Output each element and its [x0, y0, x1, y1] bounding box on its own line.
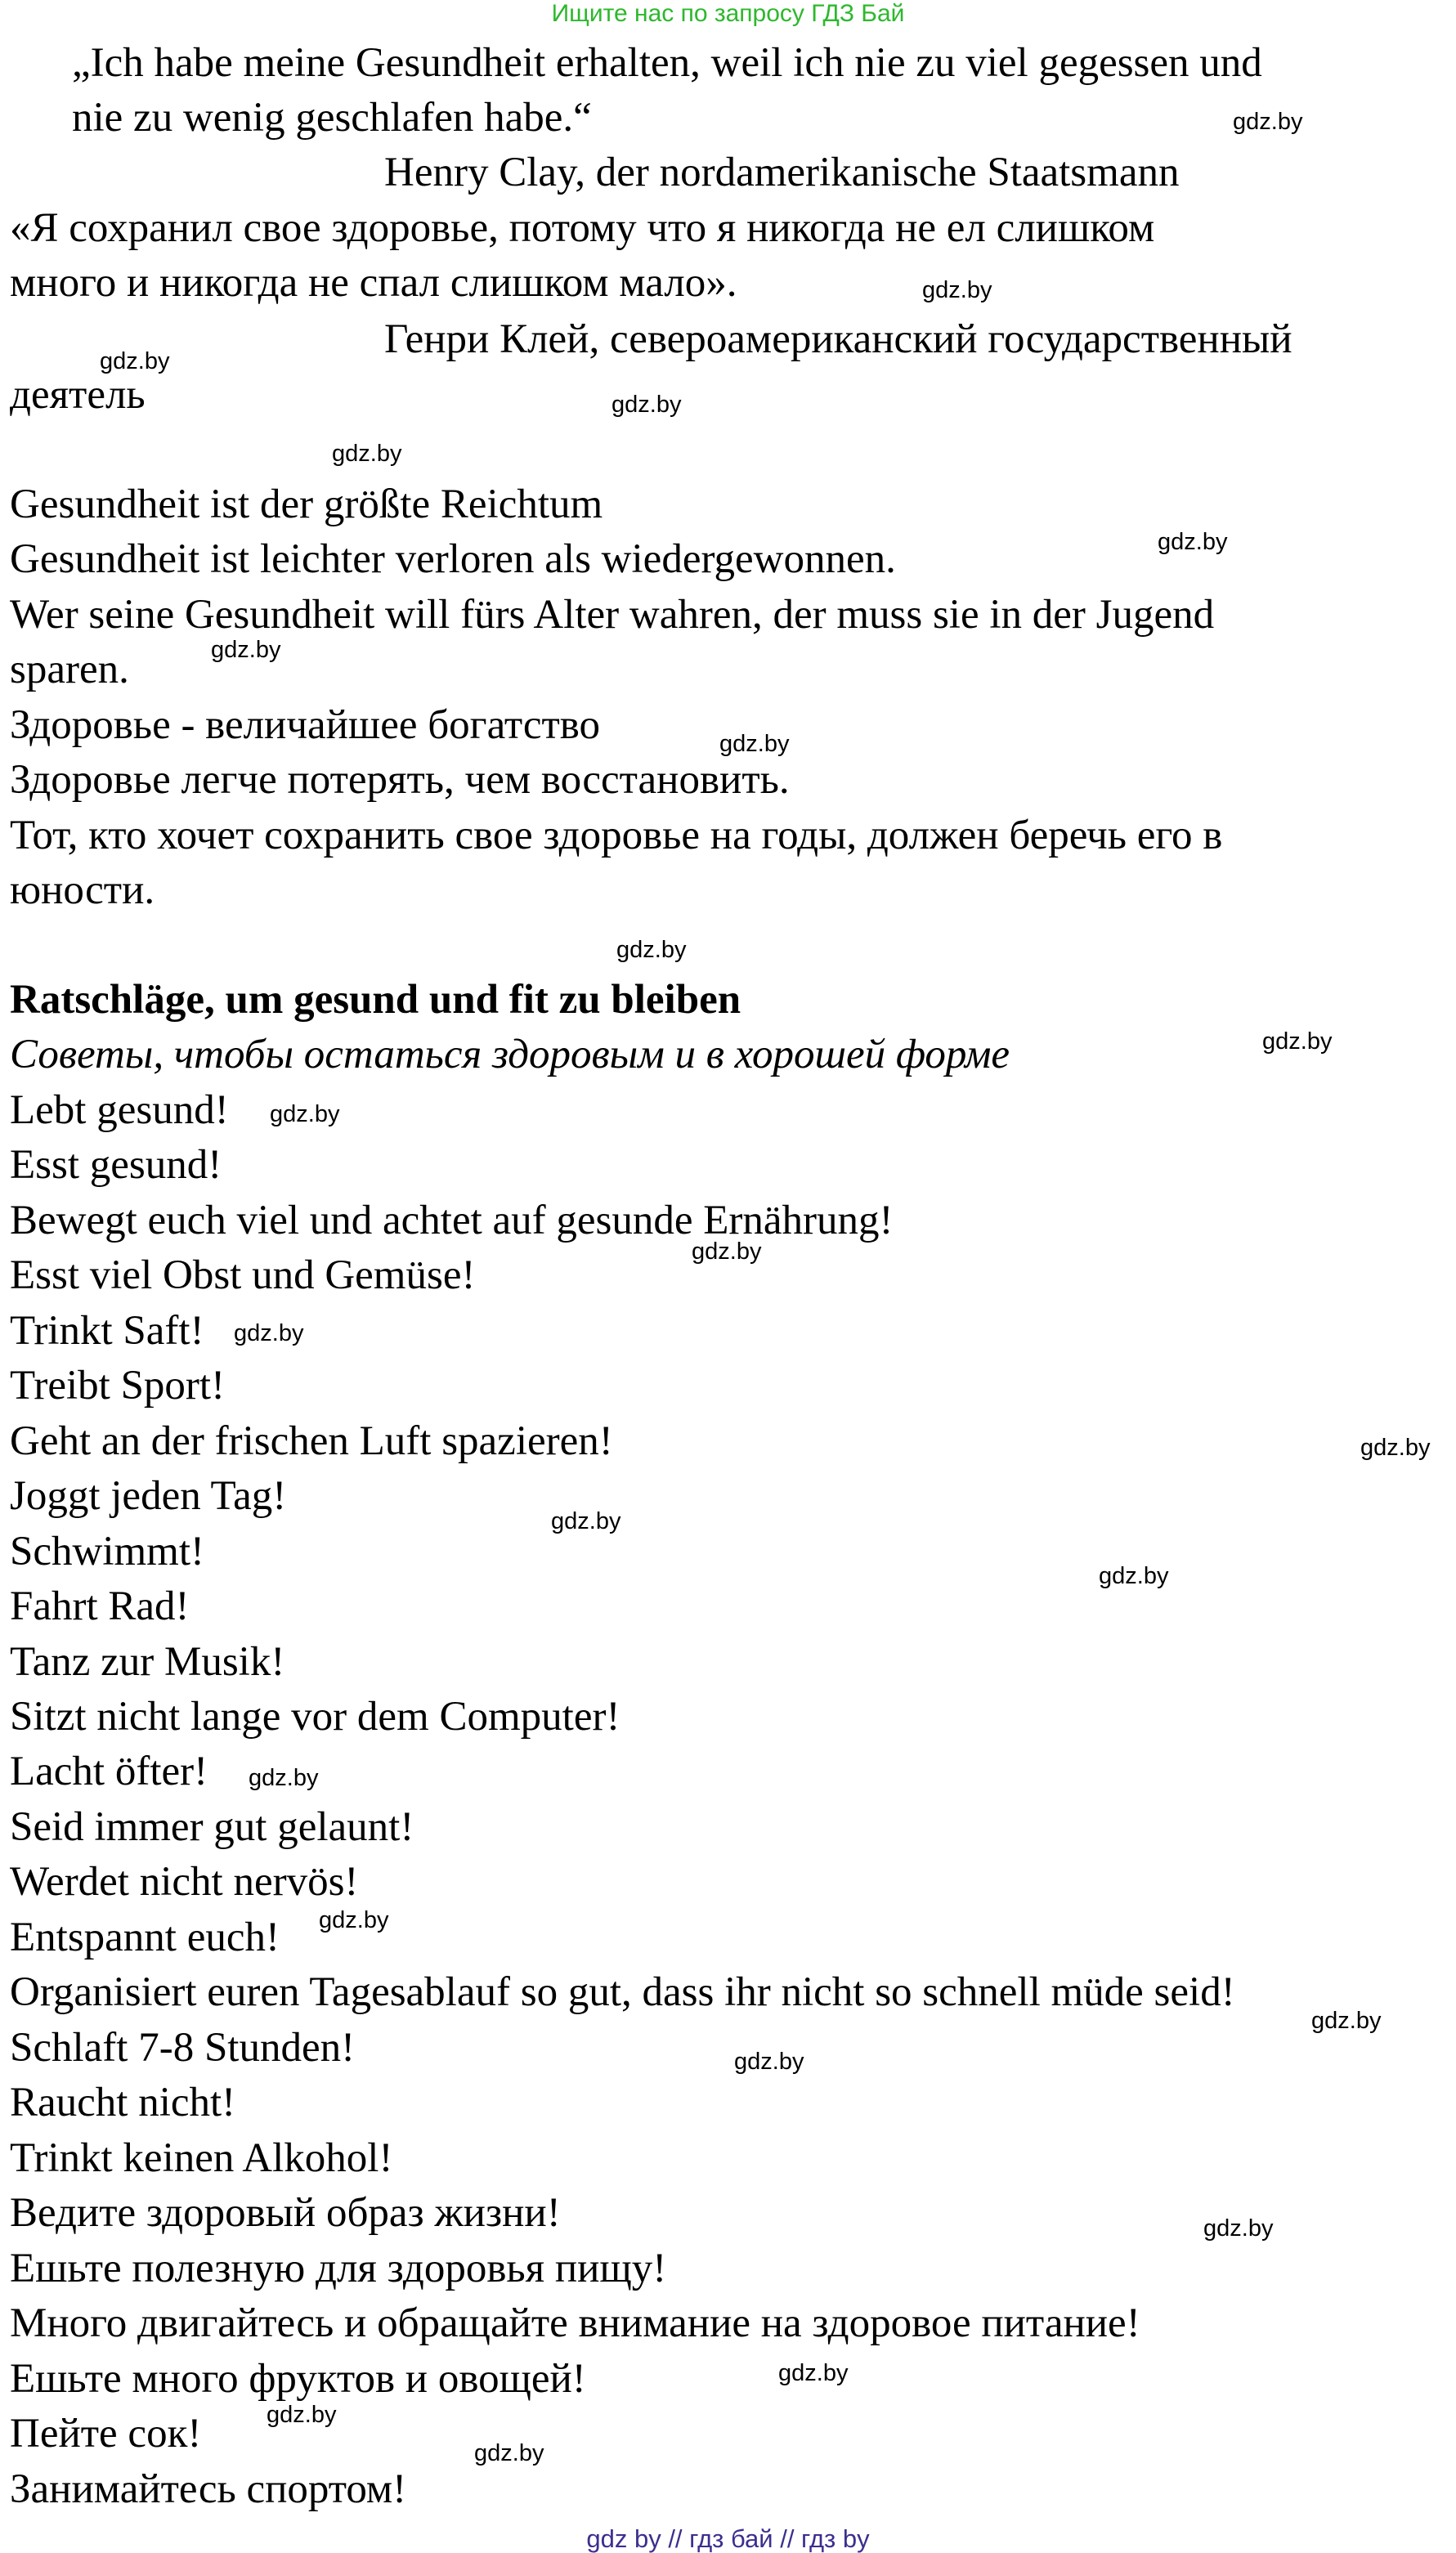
quote-ru-author-cont: деятель — [10, 372, 146, 418]
quote-ru-author: Генри Клей, североамериканский государственный — [384, 316, 1292, 362]
watermark: gdz.by — [1233, 109, 1303, 135]
tip-line: Geht an der frischen Luft spazieren! — [10, 1418, 613, 1464]
watermark: gdz.by — [1099, 1563, 1169, 1589]
quote-ru-line-2: много и никогда не спал слишком мало». — [10, 260, 737, 306]
watermark: gdz.by — [612, 392, 682, 418]
tip-line: Schlaft 7-8 Stunden! — [10, 2025, 356, 2071]
watermark: gdz.by — [267, 2402, 337, 2428]
proverb-line: Wer seine Gesundheit will fürs Alter wahren, der muss sie in der Jugend — [10, 592, 1215, 638]
watermark: gdz.by — [692, 1238, 762, 1265]
watermark: gdz.by — [719, 731, 790, 757]
watermark: gdz.by — [211, 637, 281, 663]
watermark: gdz.by — [1311, 2008, 1382, 2034]
tip-line: Esst viel Obst und Gemüse! — [10, 1252, 476, 1298]
tip-line: Trinkt Saft! — [10, 1308, 204, 1354]
watermark: gdz.by — [922, 277, 992, 303]
watermark: gdz.by — [332, 441, 402, 467]
tip-line: Много двигайтесь и обращайте внимание на здоровое питание! — [10, 2300, 1140, 2346]
watermark: gdz.by — [778, 2360, 849, 2386]
tip-line: Entspannt euch! — [10, 1915, 280, 1960]
search-hint-banner[interactable]: Ищите нас по запросу ГДЗ Бай — [551, 0, 905, 27]
tip-line: Trinkt keinen Alkohol! — [10, 2135, 393, 2181]
watermark: gdz.by — [551, 1508, 621, 1534]
tip-line: Ешьте много фруктов и овощей! — [10, 2356, 586, 2402]
quote-de-author: Henry Clay, der nordamerikanische Staatsmann — [384, 150, 1180, 195]
watermark: gdz.by — [234, 1320, 304, 1346]
section-title: Ratschläge, um gesund und fit zu bleiben — [10, 977, 741, 1023]
tip-line: Bewegt euch viel und achtet auf gesunde Ernährung! — [10, 1198, 894, 1243]
tip-line: Esst gesund! — [10, 1142, 222, 1188]
tip-line: Ведите здоровый образ жизни! — [10, 2190, 561, 2236]
quote-ru-line-1: «Я сохранил свое здоровье, потому что я никогда не ел слишком — [10, 205, 1155, 251]
proverb-line: Gesundheit ist leichter verloren als wiedergewonnen. — [10, 536, 896, 582]
tip-line: Ешьте полезную для здоровья пищу! — [10, 2246, 667, 2291]
tip-line: Treibt Sport! — [10, 1363, 226, 1409]
tip-line: Lacht öfter! — [10, 1749, 208, 1794]
tip-line: Sitzt nicht lange vor dem Computer! — [10, 1694, 620, 1740]
proverb-line: Здоровье - величайшее богатство — [10, 702, 600, 748]
proverb-line: sparen. — [10, 647, 129, 692]
tip-line: Organisiert euren Tagesablauf so gut, dass ihr nicht so schnell müde seid! — [10, 1969, 1235, 2015]
quote-de-line-1: „Ich habe meine Gesundheit erhalten, weil ich nie zu viel gegessen und — [72, 40, 1262, 86]
watermark: gdz.by — [616, 937, 687, 963]
tip-line: Seid immer gut gelaunt! — [10, 1804, 414, 1850]
proverb-line: Gesundheit ist der größte Reichtum — [10, 481, 603, 527]
tip-line: Fahrt Rad! — [10, 1583, 190, 1629]
section-subtitle: Советы, чтобы остаться здоровым и в хорошей форме — [10, 1032, 1010, 1077]
watermark: gdz.by — [249, 1765, 319, 1791]
tip-line: Tanz zur Musik! — [10, 1639, 285, 1685]
tip-line: Werdet nicht nervös! — [10, 1859, 359, 1905]
proverb-line: Тот, кто хочет сохранить свое здоровье на годы, должен беречь его в — [10, 813, 1223, 858]
tip-line: Пейте сок! — [10, 2411, 202, 2457]
footer-links[interactable]: gdz by // гдз бай // гдз by — [586, 2524, 870, 2553]
proverb-line: Здоровье легче потерять, чем восстановить. — [10, 757, 790, 803]
watermark: gdz.by — [270, 1101, 340, 1127]
watermark: gdz.by — [1203, 2215, 1274, 2242]
tip-line: Lebt gesund! — [10, 1087, 229, 1133]
watermark: gdz.by — [734, 2049, 804, 2075]
tip-line: Joggt jeden Tag! — [10, 1473, 287, 1519]
watermark: gdz.by — [474, 2440, 544, 2466]
quote-de-line-2: nie zu wenig geschlafen habe.“ — [72, 95, 592, 141]
watermark: gdz.by — [1158, 529, 1228, 555]
watermark: gdz.by — [1360, 1435, 1431, 1461]
tip-line: Занимайтесь спортом! — [10, 2466, 407, 2512]
watermark: gdz.by — [319, 1907, 389, 1933]
tip-line: Schwimmt! — [10, 1529, 204, 1574]
watermark: gdz.by — [1262, 1028, 1333, 1055]
tip-line: Raucht nicht! — [10, 2080, 236, 2125]
proverb-line: юности. — [10, 867, 155, 913]
watermark: gdz.by — [100, 348, 170, 374]
